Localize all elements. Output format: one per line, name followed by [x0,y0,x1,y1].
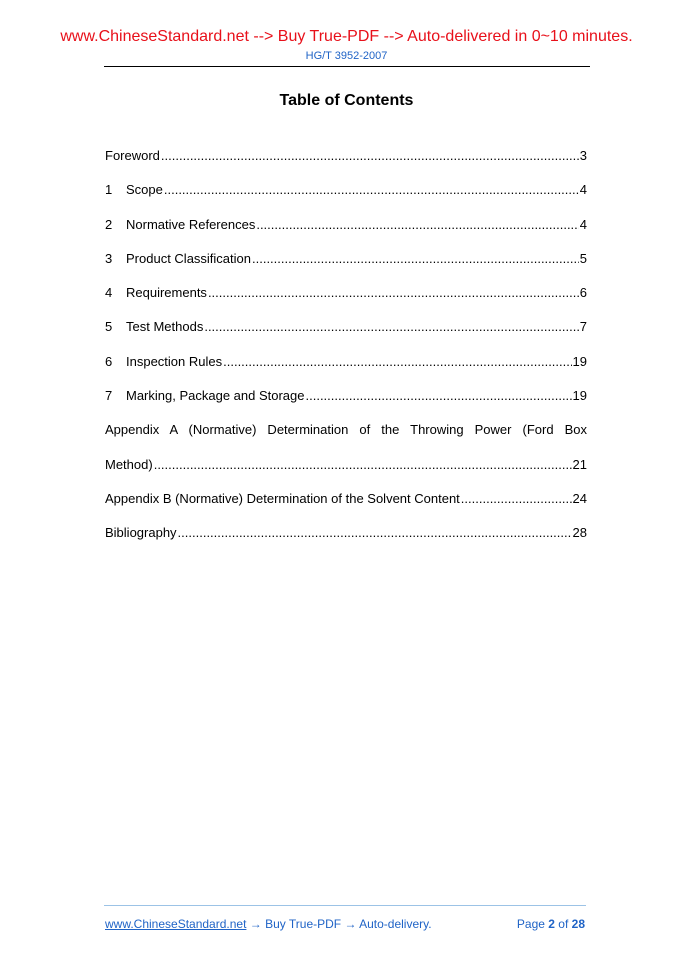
table-of-contents [105,148,587,560]
toc-entry-number: 4 [105,285,113,301]
toc-entry-test-methods[interactable] [105,319,587,341]
toc-entry-page: 4 [579,216,587,232]
toc-entry-foreword[interactable] [105,148,587,170]
toc-entry-page: 28 [572,525,587,541]
toc-entry-number: 7 [105,388,113,404]
header-banner: www.ChineseStandard.net --> Buy True-PDF --> Auto-delivered in 0~10 minutes. [60,28,633,45]
toc-entry-inspection-rules[interactable] [105,354,587,376]
page-number-of: of [554,917,572,931]
toc-entry-bibliography[interactable] [105,525,587,547]
document-code: HG/T 3952-2007 [305,50,388,62]
toc-entry-normative-references[interactable] [105,217,587,239]
toc-entry-page: 19 [572,388,587,404]
toc-leader-dots [178,525,572,540]
toc-entry-page: 24 [572,490,587,506]
toc-entry-label: Bibliography [105,525,177,541]
page-number-prefix: Page [516,917,549,931]
toc-entry-requirements[interactable] [105,285,587,307]
toc-entry-number: 5 [105,319,113,335]
toc-entry-appendix-a-line1[interactable]: Appendix A (Normative) Determination of the Throwing Power (Ford Box [105,422,587,438]
footer-website-link[interactable]: www.ChineseStandard.net [105,917,247,931]
toc-entry-label: Foreword [105,148,160,163]
page-number-total: 28 [571,917,585,931]
toc-leader-dots [161,148,579,163]
toc-entry-number: 2 [105,216,113,232]
toc-entry-number: 1 [105,182,113,198]
toc-leader-dots [252,251,579,266]
toc-leader-dots [204,319,578,334]
toc-entry-label: Appendix B (Normative) Determination of the Solvent Content [105,490,460,506]
footer-tagline: → Buy True-PDF → Auto-delivery. [246,917,432,931]
toc-entry-page: 6 [579,285,587,301]
toc-entry-label: Scope [126,182,163,198]
toc-entry-appendix-b[interactable] [105,491,587,513]
header-divider [104,66,590,67]
page-number-current: 2 [548,917,555,931]
toc-entry-label: Marking, Package and Storage [126,388,305,404]
toc-entry-page: 3 [579,148,587,163]
footer-divider [104,905,586,906]
toc-leader-dots [223,354,571,369]
toc-entry-page: 4 [579,182,587,198]
toc-leader-dots [256,217,578,232]
toc-entry-label: Inspection Rules [126,353,223,369]
toc-leader-dots [306,388,572,403]
toc-entry-scope[interactable] [105,182,587,204]
toc-entry-product-classification[interactable] [105,251,587,273]
toc-entry-page: 19 [572,353,587,369]
toc-entry-marking-package-storage[interactable] [105,388,587,410]
toc-entry-page: 7 [579,319,587,335]
toc-entry-label: Test Methods [126,319,204,335]
toc-leader-dots [164,182,579,197]
toc-entry-page: 21 [572,456,587,472]
footer-left [105,917,432,931]
toc-entry-number: 3 [105,250,113,266]
toc-entry-label: Requirements [126,285,207,301]
toc-entry-appendix-a-line2[interactable] [105,457,587,479]
toc-entry-label: Product Classification [126,250,251,266]
toc-leader-dots [461,491,572,506]
toc-leader-dots [154,457,572,472]
page-number [517,917,585,931]
toc-leader-dots [208,285,579,300]
toc-entry-page: 5 [579,250,587,266]
toc-entry-number: 6 [105,353,113,369]
toc-entry-label: Normative References [126,216,256,232]
page-title: Table of Contents [279,92,414,109]
toc-entry-label: Method) [105,456,153,472]
page-footer [105,917,585,931]
